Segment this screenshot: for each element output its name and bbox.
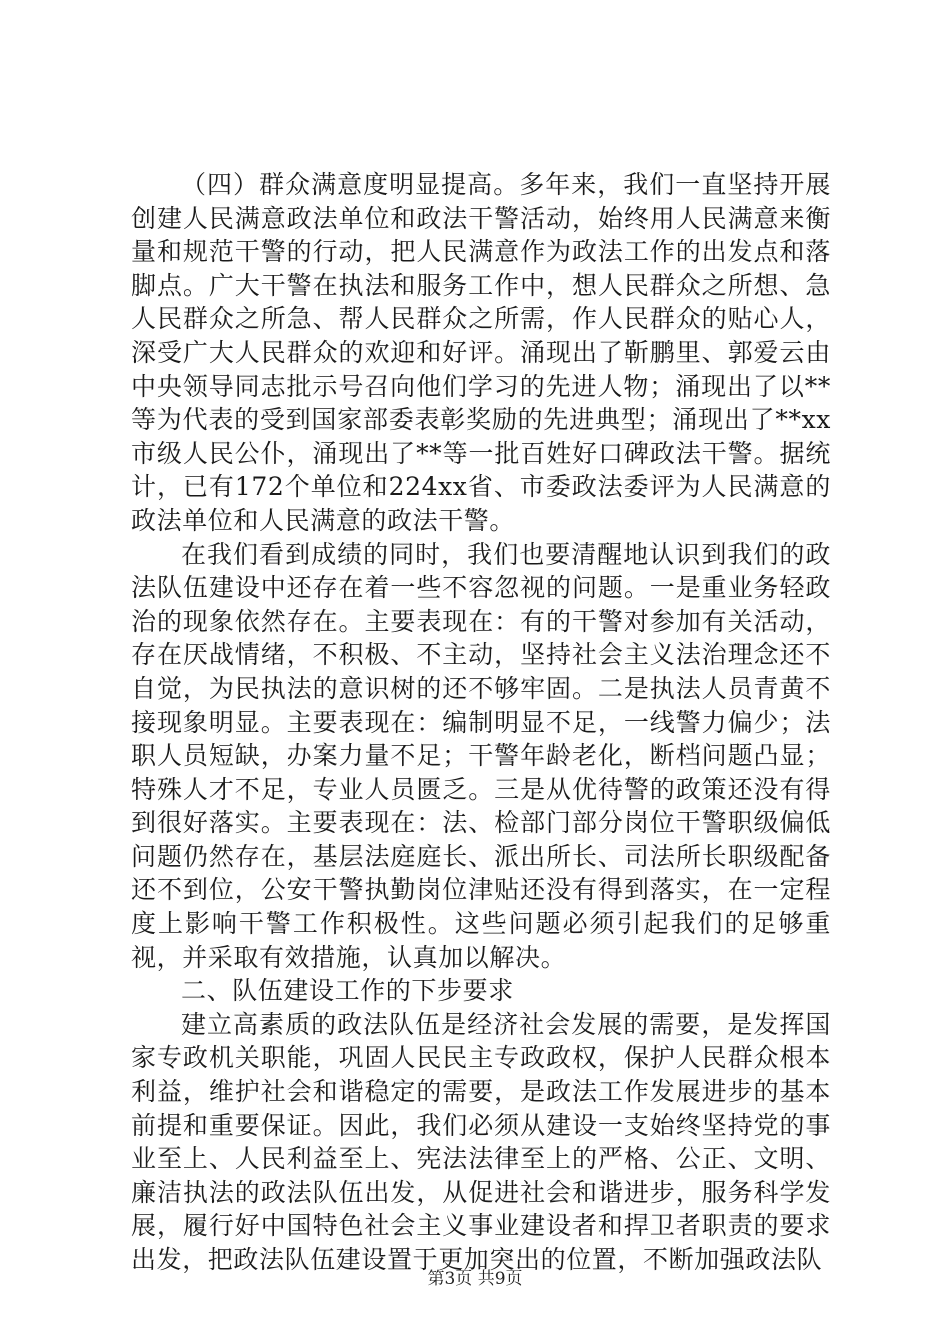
paragraph-requirements: 建立高素质的政法队伍是经济社会发展的需要，是发挥国家专政机关职能，巩固人民民主专政政权，保护人民群众根本利益，维护社会和谐稳定的需要，是政法工作发展进步的基本前提和重要保证。因此，我们必须从建设一支始终坚持党的事业至上、人民利益至上、宪法法律至上的严格、公正、文明、廉洁执法的政法队伍出发，从促进社会和谐进步，服务科学发展，履行好中国特色社会主义事业建设者和捍卫者职责的要求出发，把政法队伍建设置于更加突出的位置，不断加强政法队	[131, 1009, 831, 1274]
paragraph-problems: 在我们看到成绩的同时，我们也要清醒地认识到我们的政法队伍建设中还存在着一些不容忽视的问题。一是重业务轻政治的现象依然存在。主要表现在：有的干警对参加有关活动，存在厌战情绪，不积极、不主动，坚持社会主义法治理念还不自觉，为民执法的意识树的还不够牢固。二是执法人员青黄不接现象明显。主要表现在：编制明显不足，一线警力偏少；法职人员短缺，办案力量不足；干警年龄老化，断档问题凸显；特殊人才不足，专业人员匮乏。三是从优待警的政策还没有得到很好落实。主要表现在：法、检部门部分岗位干警职级偏低问题仍然存在，基层法庭庭长、派出所长、司法所长职级配备还不到位，公安干警执勤岗位津贴还没有得到落实，在一定程度上影响干警工作积极性。这些问题必须引起我们的足够重视，并采取有效措施，认真加以解决。	[131, 539, 831, 972]
page-number-footer: 第3页 共9页	[427, 1269, 523, 1289]
paragraph-satisfaction: （四）群众满意度明显提高。多年来，我们一直坚持开展创建人民满意政法单位和政法干警活动，始终用人民满意来衡量和规范干警的行动，把人民满意作为政法工作的出发点和落脚点。广大干警在执法和服务工作中，想人民群众之所想、急人民群众之所急、帮人民群众之所需，作人民群众的贴心人，深受广大人民群众的欢迎和好评。涌现出了靳鹏里、郭爱云由中央领导同志批示号召向他们学习的先进人物；涌现出了以**等为代表的受到国家部委表彰奖励的先进典型；涌现出了**xx市级人民公仆，涌现出了**等一批百姓好口碑政法干警。据统计，已有172个单位和224xx省、市委政法委评为人民满意的政法单位和人民满意的政法干警。	[131, 170, 831, 535]
document-body	[131, 168, 831, 1277]
section-heading: 二、队伍建设工作的下步要求	[181, 976, 514, 1006]
